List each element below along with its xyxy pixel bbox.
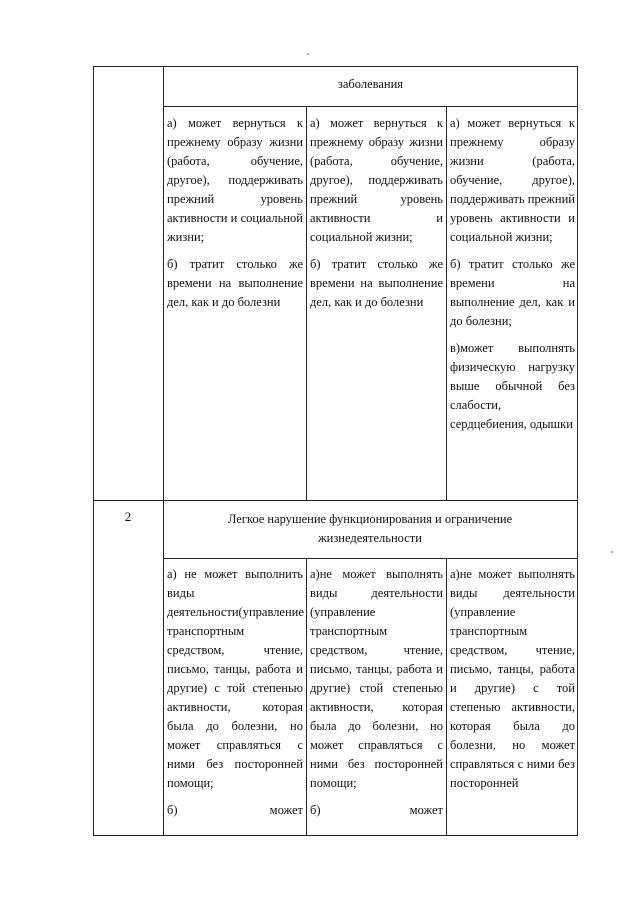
table-top-border [93, 66, 578, 67]
section1-col3-item-b: б) тратит столько же времени на выполнение дел, как и до болезни; [450, 257, 575, 328]
section1-col1-item-a: а) может вернуться к прежнему образу жизни (работа, обучение, другое), поддерживать прежний уровень активности и социальной жизни; [167, 116, 303, 244]
table-bottom-border [93, 835, 578, 836]
section2-heading-border [163, 558, 578, 559]
section1-col2-item-b: б) тратит столько же времени на выполнение дел, как и до болезни [310, 257, 443, 309]
section2-heading: Легкое нарушение функционирования и ограничение жизнедеятельности [227, 512, 513, 545]
section1-col2-item-a: а) может вернуться к прежнему образу жизни (работа, обучение, другое), поддерживать прежний уровень активности и социальной жизни; [310, 116, 443, 244]
section2-col2-item-a: а)не может выполнять виды деятельности (управление транспортным средством, чтение, письмо, танцы, работа и другие) стой степенью активности, которая была до болезни, но может справляться с ними без посторонней помощи; [310, 567, 443, 790]
section2-col1-item-a: а) не может выполнить виды деятельности(управление транспортным средством, чтение, письмо, танцы, работа и другие) с той степенью активности, которая была до болезни, но может справляться с ними без посторонней помощи; [167, 567, 304, 790]
section1-col1-item-b: б) тратит столько же времени на выполнение дел, как и до болезни [167, 257, 303, 309]
section2-col2 [310, 565, 443, 828]
section1-heading: заболевания [337, 77, 404, 91]
section2-col3 [450, 565, 575, 801]
section-divider [93, 500, 578, 501]
section2-col3-item-a: а)не может выполнять виды деятельности (управление транспортным средством, чтение, письмо, танцы, работа и другие) с той степенью активности, которая была до болезни, но может справляться с ними без посторонней [450, 567, 575, 790]
section1-col1 [167, 114, 303, 320]
section1-col3 [450, 114, 575, 442]
column-divider-1b [306, 558, 307, 836]
column-divider-2 [446, 106, 447, 501]
scan-speck [611, 551, 613, 553]
section1-col3-item-a: а) может вернуться к прежнему образу жизни (работа, обучение, другое), поддерживать прежний уровень активности и социальной жизни; [450, 116, 575, 244]
table-left-border [93, 66, 94, 836]
section2-col1-item-b: б) может [167, 803, 303, 817]
section2-number: 2 [124, 509, 132, 524]
section1-heading-border [163, 106, 578, 107]
section1-col3-item-c: в)может выполнять физическую нагрузку выше обычной без слабости, сердцебиения, одышки [450, 341, 575, 431]
column-divider-2b [446, 558, 447, 836]
scan-speck [307, 53, 309, 55]
table-right-border [577, 66, 578, 836]
section2-col2-item-b: б) может [310, 803, 443, 817]
section1-col2 [310, 114, 443, 320]
section2-col1 [167, 565, 303, 828]
column-divider-1 [306, 106, 307, 501]
number-column-border [163, 66, 164, 836]
